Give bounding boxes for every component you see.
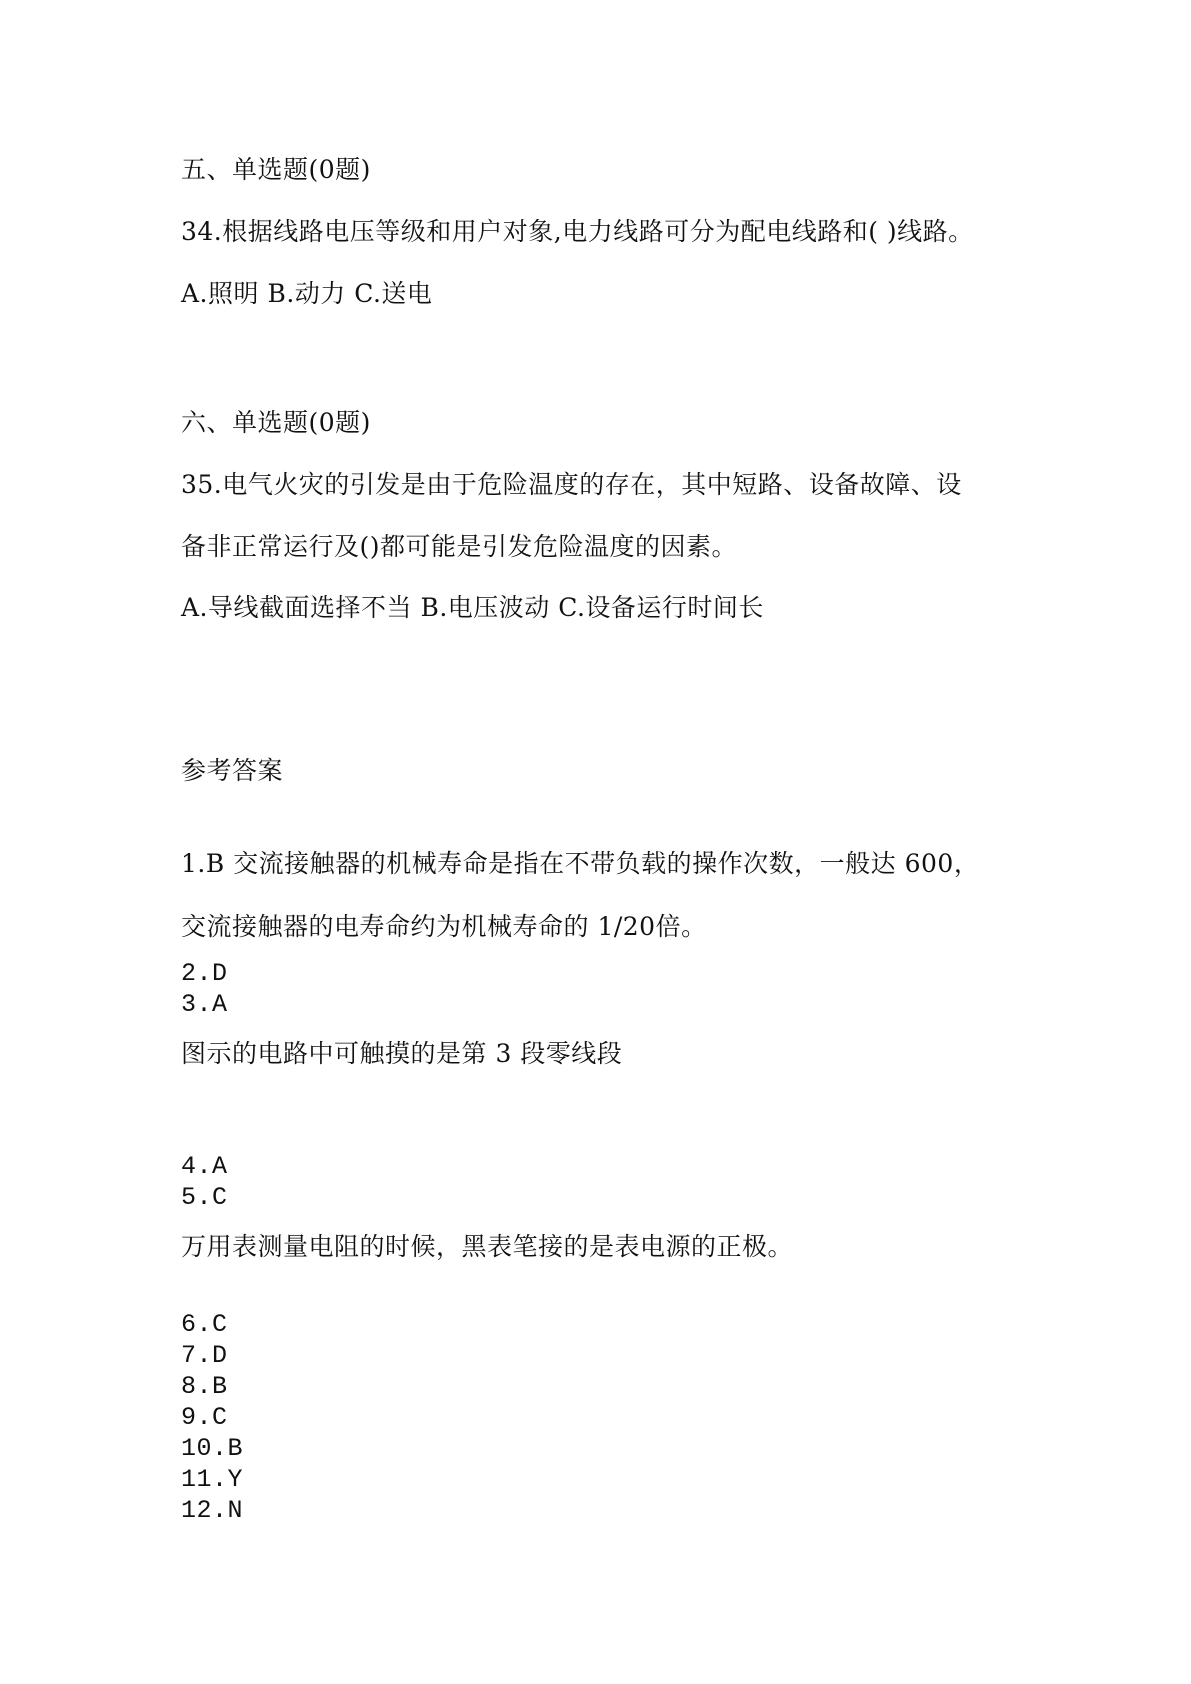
question-35-text-line-2: 备非正常运行及()都可能是引发危险温度的因素。 — [181, 532, 738, 561]
answer-2: 2.D — [181, 959, 228, 988]
question-34-text: 34.根据线路电压等级和用户对象,电力线路可分为配电线路和( )线路。 — [181, 217, 974, 246]
question-35-text-line-1: 35.电气火灾的引发是由于危险温度的存在，其中短路、设备故障、设 — [181, 470, 962, 499]
answer-1-line-2: 交流接触器的电寿命约为机械寿命的 1/20倍。 — [181, 912, 707, 941]
answer-10: 10.B — [181, 1434, 244, 1463]
answer-12: 12.N — [181, 1496, 244, 1525]
answer-6: 6.C — [181, 1310, 228, 1339]
answer-7: 7.D — [181, 1341, 228, 1370]
answers-heading: 参考答案 — [181, 756, 284, 785]
section-5-heading: 五、单选题(0题) — [181, 155, 371, 184]
question-34-options: A.照明 B.动力 C.送电 — [181, 279, 433, 308]
answer-11: 11.Y — [181, 1465, 244, 1494]
section-6-heading: 六、单选题(0题) — [181, 408, 371, 437]
answer-3: 3.A — [181, 990, 228, 1019]
answer-1-line-1: 1.B 交流接触器的机械寿命是指在不带负载的操作次数，一般达 600， — [181, 849, 980, 878]
answer-5-note: 万用表测量电阻的时候，黑表笔接的是表电源的正极。 — [181, 1232, 794, 1261]
answer-3-note: 图示的电路中可触摸的是第 3 段零线段 — [181, 1039, 623, 1068]
answer-5: 5.C — [181, 1183, 228, 1212]
answer-9: 9.C — [181, 1403, 228, 1432]
answer-8: 8.B — [181, 1372, 228, 1401]
answer-4: 4.A — [181, 1152, 228, 1181]
question-35-options: A.导线截面选择不当 B.电压波动 C.设备运行时间长 — [181, 593, 764, 622]
